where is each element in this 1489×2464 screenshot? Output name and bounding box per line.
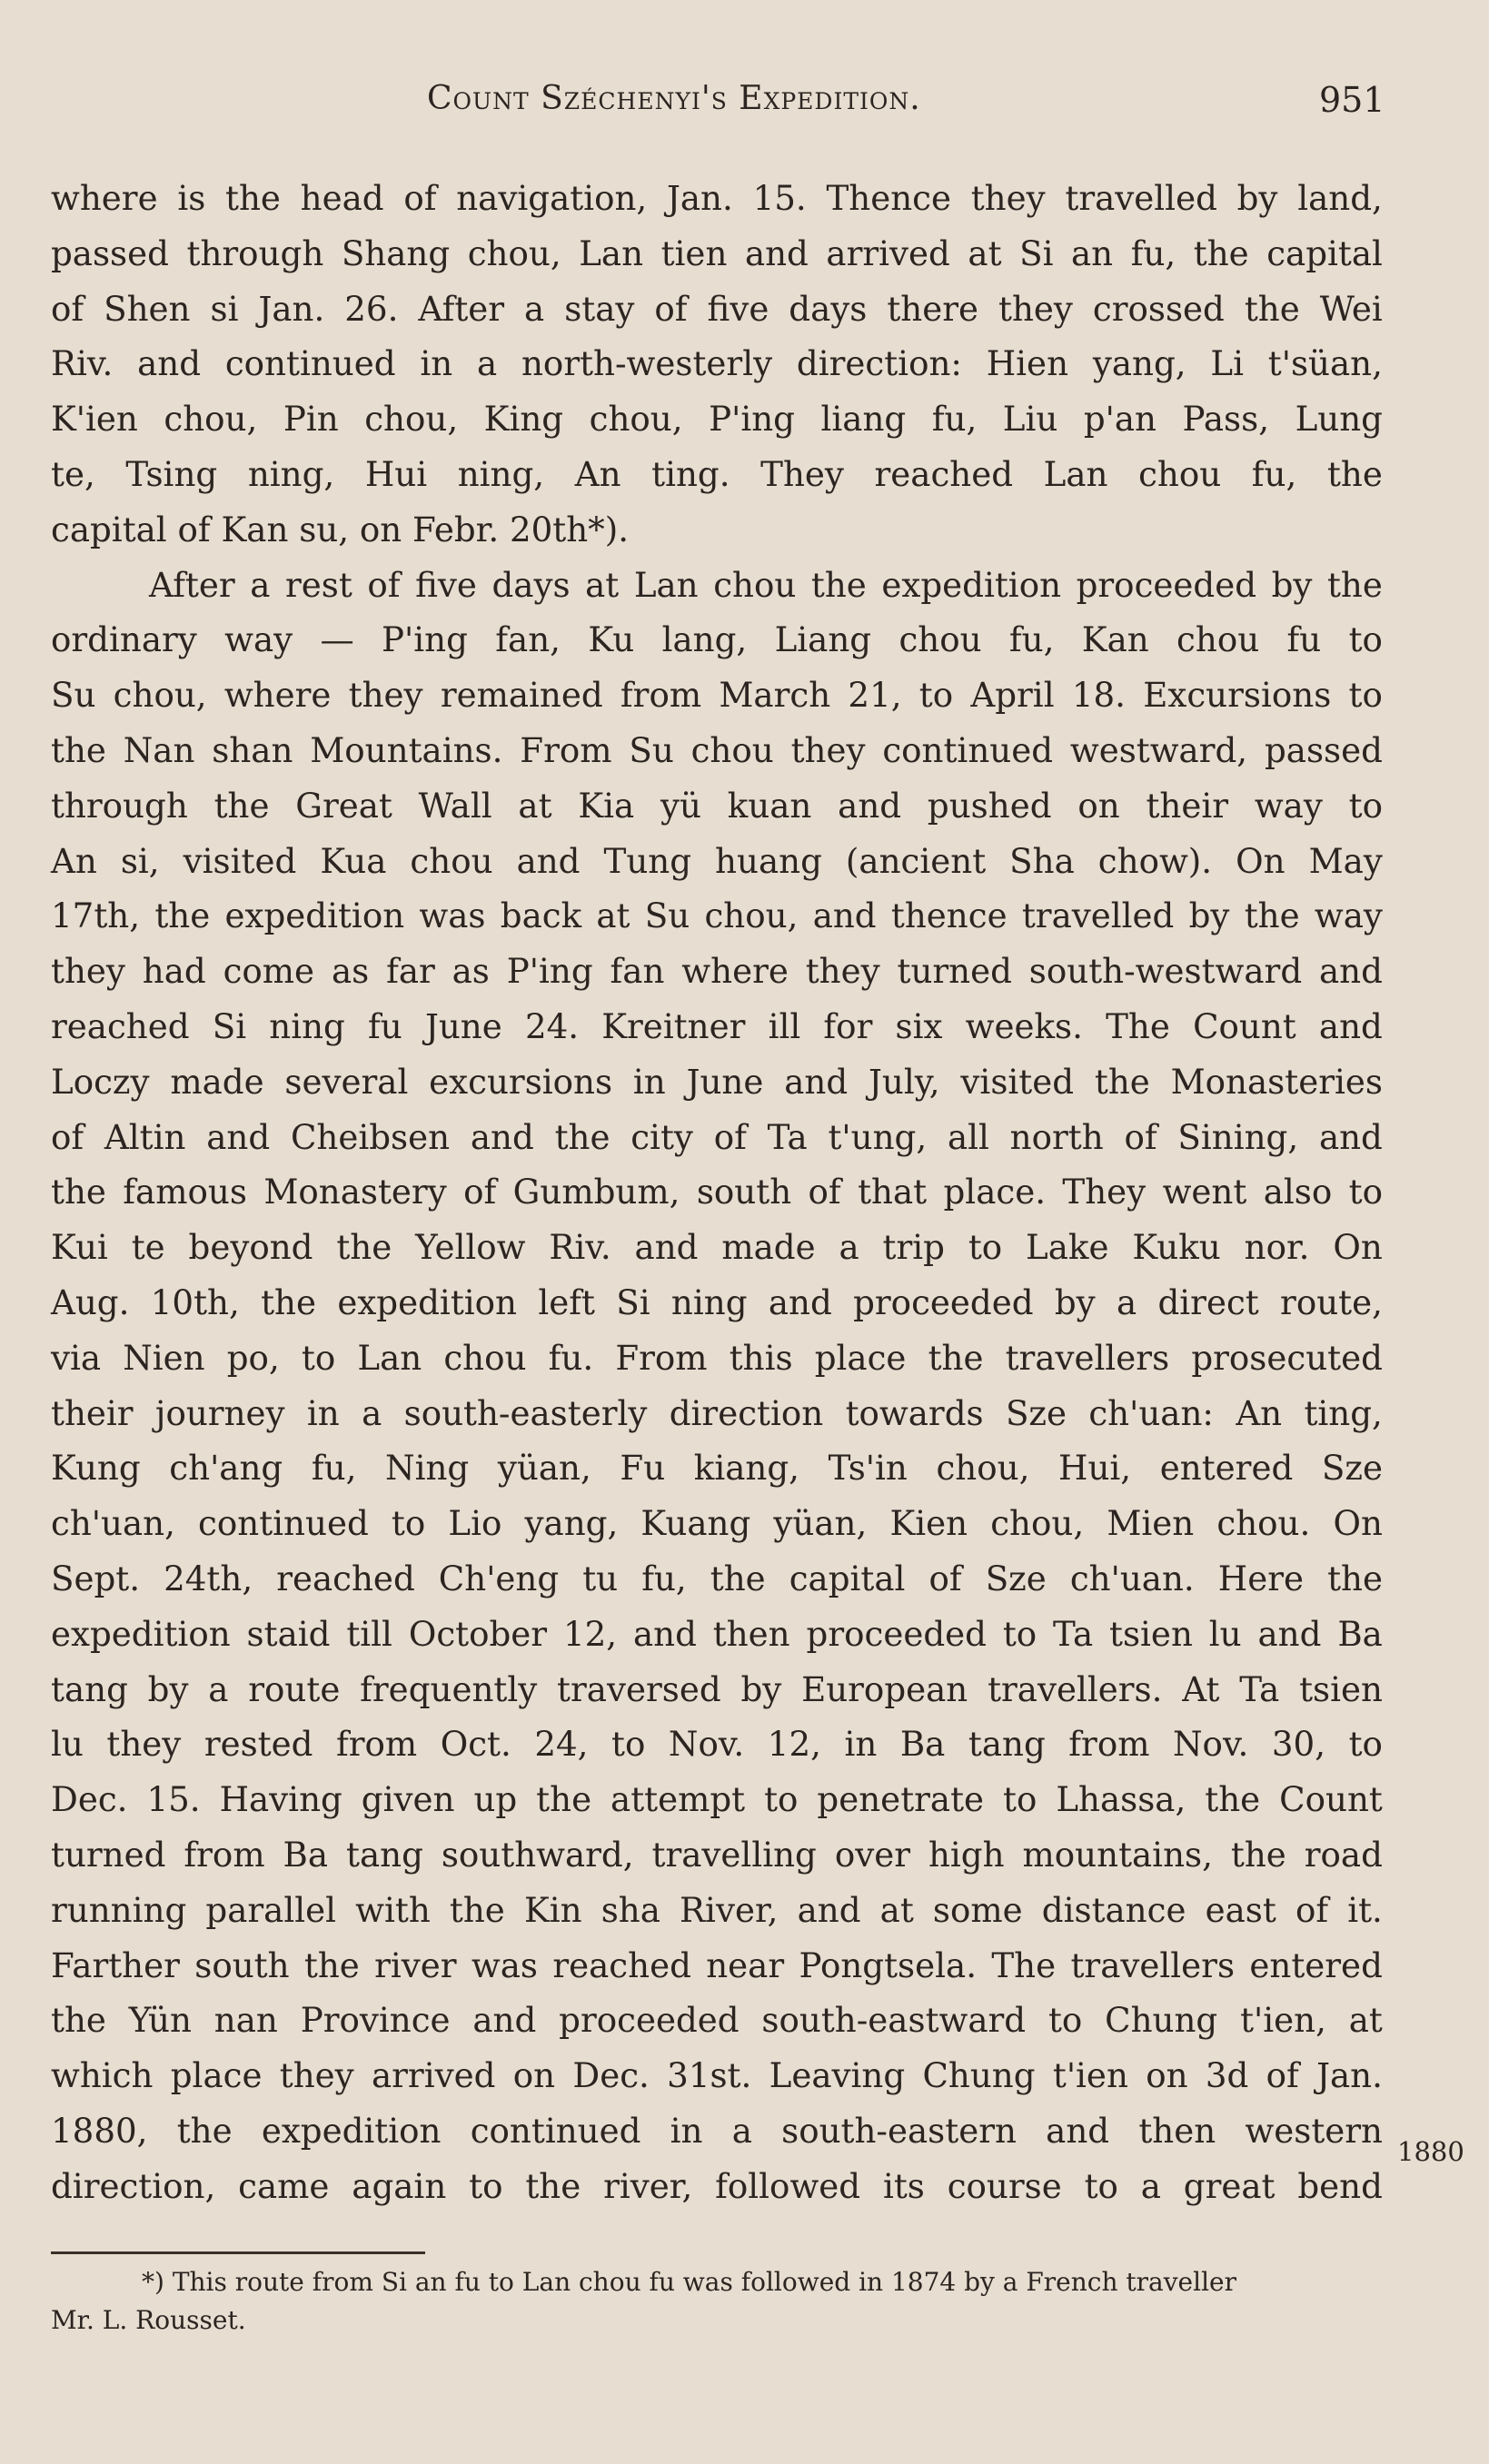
text-line: reached Si ning fu June 24. Kreitner ill for six weeks. The Count and <box>51 1005 1383 1046</box>
text-line: the Yün nan Province and proceeded south-eastward to Chung t'ien, at <box>51 2000 1383 2041</box>
text-line: ch'uan, continued to Lio yang, Kuang yüan, Kien chou, Mien chou. On <box>51 1503 1383 1544</box>
text-line: Riv. and continued in a north-westerly direction: Hien yang, Li t'süan, <box>51 343 1383 384</box>
text-line: passed through Shang chou, Lan tien and arrived at Si an fu, the capital <box>51 233 1383 273</box>
page-header <box>0 80 1489 143</box>
text-line: direction, came again to the river, followed its course to a great bend <box>51 2165 1383 2206</box>
text-line: Dec. 15. Having given up the attempt to penetrate to Lhassa, the Count <box>51 1779 1383 1820</box>
text-line: After a rest of five days at Lan chou the expedition proceeded by the <box>149 564 1383 605</box>
text-line: which place they arrived on Dec. 31st. Leaving Chung t'ien on 3d of Jan. <box>51 2055 1383 2096</box>
footnote-rule <box>51 2251 425 2254</box>
text-line: where is the head of navigation, Jan. 15. Thence they travelled by land, <box>51 178 1383 218</box>
footnote-line: *) This route from Si an fu to Lan chou fu was followed in 1874 by a French traveller <box>142 2267 1236 2297</box>
text-line: Su chou, where they remained from March 21, to April 18. Excursions to <box>51 675 1383 716</box>
text-line: via Nien po, to Lan chou fu. From this place the travellers prosecuted <box>51 1337 1383 1378</box>
text-line: Aug. 10th, the expedition left Si ning and proceeded by a direct route, <box>51 1281 1383 1322</box>
text-line: Kung ch'ang fu, Ning yüan, Fu kiang, Ts'in chou, Hui, entered Sze <box>51 1448 1383 1489</box>
footnote-line: Mr. L. Rousset. <box>51 2305 246 2335</box>
text-line: 17th, the expedition was back at Su chou, and thence travelled by the way <box>51 896 1383 936</box>
margin-year-note: 1880 <box>1397 2136 1464 2167</box>
page-number: 951 <box>1319 80 1385 120</box>
text-line: the Nan shan Mountains. From Su chou they continued westward, passed <box>51 729 1383 770</box>
running-head: Count Széchenyi's Expedition. <box>427 80 921 117</box>
text-line: of Shen si Jan. 26. After a stay of five days there they crossed the Wei <box>51 288 1383 329</box>
text-line: of Altin and Cheibsen and the city of Ta t'ung, all north of Sining, and <box>51 1116 1383 1157</box>
text-line: Farther south the river was reached near Pongtsela. The travellers entered <box>51 1944 1383 1985</box>
text-line: ordinary way — P'ing fan, Ku lang, Liang chou fu, Kan chou fu to <box>51 619 1383 660</box>
text-line: An si, visited Kua chou and Tung huang (ancient Sha chow). On May <box>51 840 1383 881</box>
text-line: 1880, the expedition continued in a south-eastern and then western <box>51 2110 1383 2151</box>
body-text <box>51 171 1383 2213</box>
footnote <box>51 2263 1383 2340</box>
text-line: turned from Ba tang southward, travelling over high mountains, the road <box>51 1834 1383 1875</box>
text-line: through the Great Wall at Kia yü kuan and pushed on their way to <box>51 785 1383 826</box>
text-line: running parallel with the Kin sha River, and at some distance east of it. <box>51 1889 1383 1930</box>
text-line: expedition staid till October 12, and then proceeded to Ta tsien lu and Ba <box>51 1613 1383 1654</box>
text-line: te, Tsing ning, Hui ning, An ting. They reached Lan chou fu, the <box>51 453 1383 494</box>
text-line: lu they rested from Oct. 24, to Nov. 12, in Ba tang from Nov. 30, to <box>51 1724 1383 1765</box>
text-line: K'ien chou, Pin chou, King chou, P'ing liang fu, Liu p'an Pass, Lung <box>51 399 1383 440</box>
text-line: they had come as far as P'ing fan where they turned south-westward and <box>51 951 1383 992</box>
text-line: their journey in a south-easterly direction towards Sze ch'uan: An ting, <box>51 1392 1383 1433</box>
text-line: Loczy made several excursions in June and July, visited the Monasteries <box>51 1061 1383 1102</box>
text-line: the famous Monastery of Gumbum, south of that place. They went also to <box>51 1172 1383 1212</box>
text-line: tang by a route frequently traversed by European travellers. At Ta tsien <box>51 1668 1383 1709</box>
text-line: Sept. 24th, reached Ch'eng tu fu, the capital of Sze ch'uan. Here the <box>51 1558 1383 1598</box>
text-line: Kui te beyond the Yellow Riv. and made a trip to Lake Kuku nor. On <box>51 1227 1383 1268</box>
text-line: capital of Kan su, on Febr. 20th*). <box>51 509 630 549</box>
